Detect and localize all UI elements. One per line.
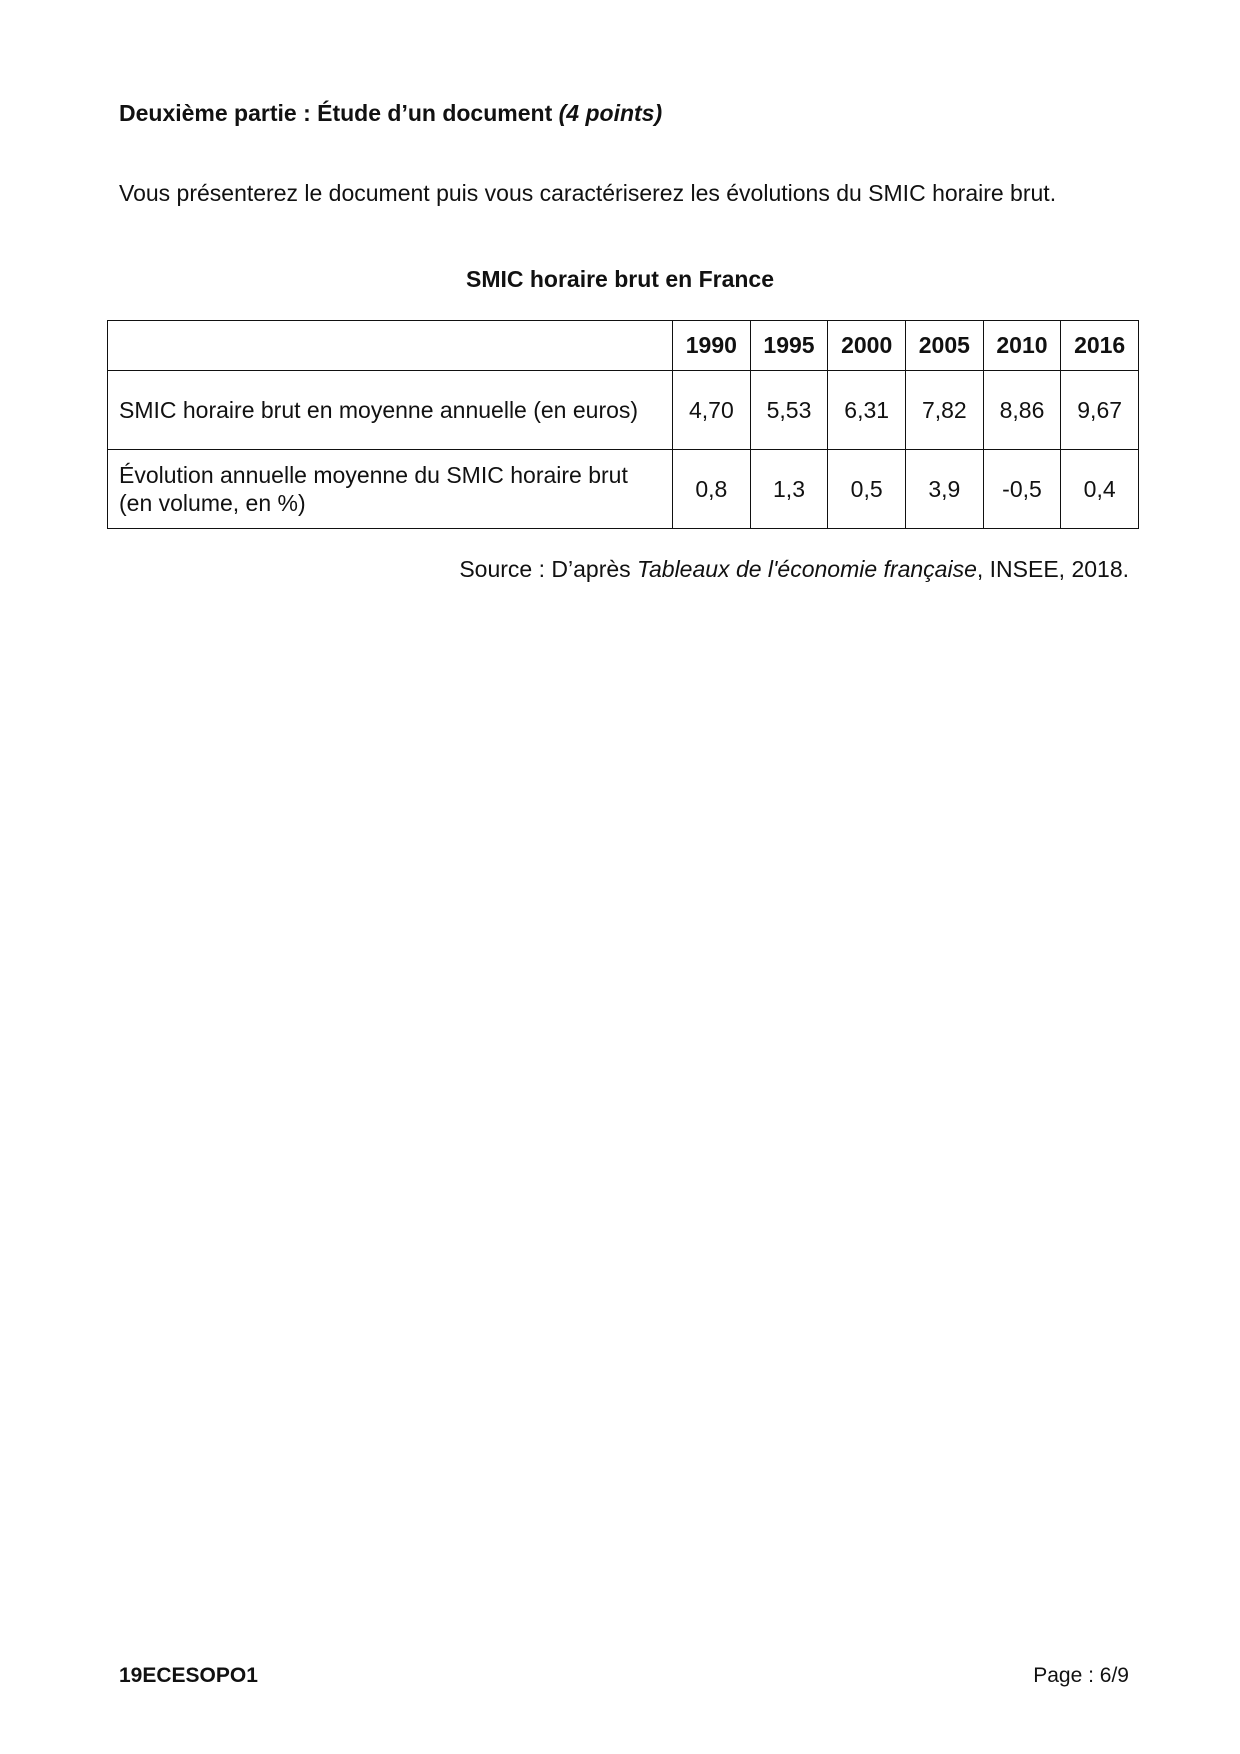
section-heading-points: (4 points): [558, 100, 663, 126]
table-cell: 4,70: [673, 371, 751, 450]
table-header-year: 2016: [1061, 321, 1139, 371]
table-row: [108, 371, 1139, 450]
source-publication: Tableaux de l'économie française: [637, 556, 977, 582]
smic-table: [107, 320, 1139, 529]
section-heading: [119, 100, 662, 127]
source-prefix: Source : D’après: [459, 556, 638, 582]
table-header-year: 2010: [983, 321, 1061, 371]
source-suffix: , INSEE, 2018.: [976, 556, 1129, 582]
table-cell: 8,86: [983, 371, 1061, 450]
table-title: SMIC horaire brut en France: [465, 266, 774, 292]
table-row: [108, 450, 1139, 529]
source-citation: [459, 556, 1129, 583]
table-row-label: SMIC horaire brut en moyenne annuelle (en euros): [108, 371, 673, 450]
section-heading-title: Deuxième partie : Étude d’un document: [119, 100, 553, 126]
table-cell: 9,67: [1061, 371, 1139, 450]
table-row-label: Évolution annuelle moyenne du SMIC horaire brut (en volume, en %): [108, 450, 673, 529]
table-cell: 1,3: [750, 450, 828, 529]
footer-page-number: Page : 6/9: [1033, 1664, 1129, 1687]
table-cell: 0,5: [828, 450, 906, 529]
table-cell: 0,8: [673, 450, 751, 529]
table-cell: 7,82: [906, 371, 984, 450]
table-cell: -0,5: [983, 450, 1061, 529]
table-header-year: 2005: [906, 321, 984, 371]
table-cell: 5,53: [750, 371, 828, 450]
table-cell: 3,9: [906, 450, 984, 529]
table-cell: 6,31: [828, 371, 906, 450]
table-header-year: 1990: [673, 321, 751, 371]
table-header-year: 2000: [828, 321, 906, 371]
instruction-text: Vous présenterez le document puis vous caractériserez les évolutions du SMIC horaire brut.: [119, 180, 1057, 206]
footer-document-code: 19ECESOPO1: [119, 1664, 258, 1687]
table-header-year: 1995: [750, 321, 828, 371]
table-header-row: [108, 321, 1139, 371]
table-header-blank-cell: [108, 321, 673, 371]
table-cell: 0,4: [1061, 450, 1139, 529]
